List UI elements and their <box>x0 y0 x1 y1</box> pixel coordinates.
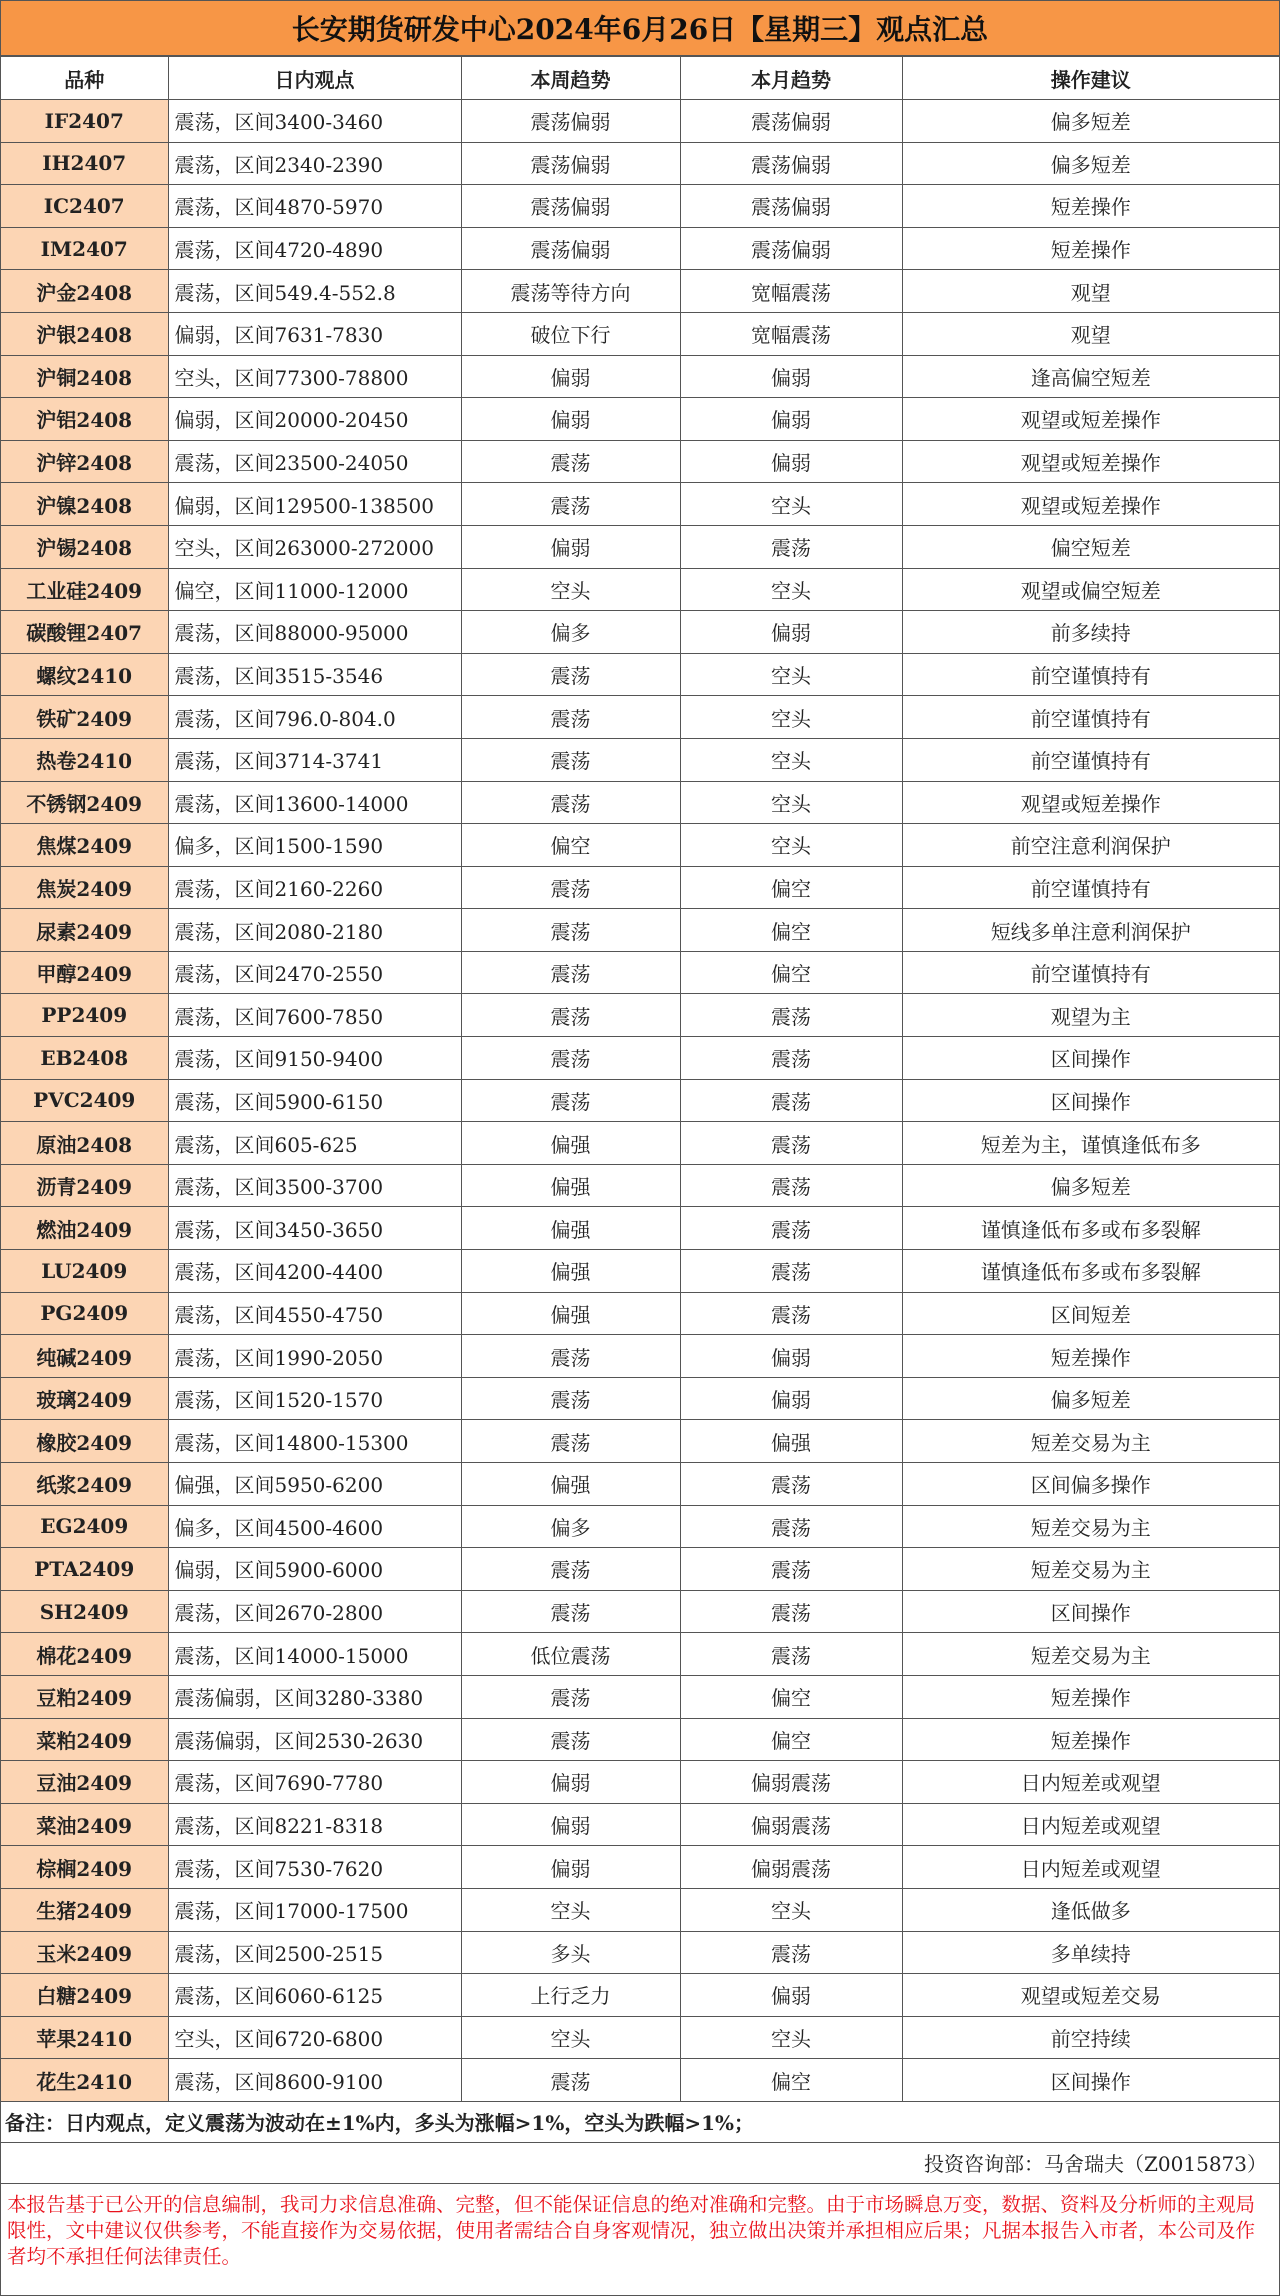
variety-cell: 沪锌2408 <box>1 440 168 483</box>
table-row <box>1 951 1279 994</box>
month-trend-cell: 震荡偏弱 <box>680 227 902 270</box>
advice-cell: 区间操作 <box>902 2059 1279 2102</box>
variety-cell: 热卷2410 <box>1 738 168 781</box>
week-trend-cell: 偏强 <box>461 1164 680 1207</box>
week-trend-cell: 破位下行 <box>461 312 680 355</box>
intraday-cell: 震荡，区间4200-4400 <box>168 1250 461 1293</box>
month-trend-cell: 偏空 <box>680 866 902 909</box>
month-trend-cell: 空头 <box>680 653 902 696</box>
intraday-cell: 震荡，区间2470-2550 <box>168 951 461 994</box>
intraday-cell: 震荡，区间6060-6125 <box>168 1974 461 2017</box>
week-trend-cell: 震荡 <box>461 653 680 696</box>
variety-cell: 花生2410 <box>1 2059 168 2102</box>
advice-cell: 日内短差或观望 <box>902 1761 1279 1804</box>
intraday-cell: 震荡，区间605-625 <box>168 1122 461 1165</box>
month-trend-cell: 震荡 <box>680 1292 902 1335</box>
variety-cell: 沪银2408 <box>1 312 168 355</box>
month-trend-cell: 宽幅震荡 <box>680 270 902 313</box>
intraday-cell: 震荡，区间7600-7850 <box>168 994 461 1037</box>
variety-cell: 菜油2409 <box>1 1803 168 1846</box>
intraday-cell: 震荡，区间4870-5970 <box>168 185 461 228</box>
variety-cell: 甲醇2409 <box>1 951 168 994</box>
month-trend-cell: 震荡 <box>680 1463 902 1506</box>
variety-cell: 苹果2410 <box>1 2016 168 2059</box>
intraday-cell: 震荡，区间549.4-552.8 <box>168 270 461 313</box>
week-trend-cell: 震荡偏弱 <box>461 142 680 185</box>
table-row <box>1 1505 1279 1548</box>
month-trend-cell: 偏弱 <box>680 398 902 441</box>
table-row <box>1 653 1279 696</box>
variety-cell: EG2409 <box>1 1505 168 1548</box>
variety-cell: 玉米2409 <box>1 1931 168 1974</box>
variety-cell: EB2408 <box>1 1037 168 1080</box>
intraday-cell: 震荡，区间3714-3741 <box>168 738 461 781</box>
variety-cell: 白糖2409 <box>1 1974 168 2017</box>
variety-cell: 豆油2409 <box>1 1761 168 1804</box>
table-row <box>1 483 1279 526</box>
variety-cell: 棕榈2409 <box>1 1846 168 1889</box>
table-row <box>1 696 1279 739</box>
variety-cell: 焦炭2409 <box>1 866 168 909</box>
table-row <box>1 142 1279 185</box>
table-row <box>1 568 1279 611</box>
table-note: 备注：日内观点，定义震荡为波动在±1%内，多头为涨幅>1%，空头为跌幅>1%； <box>1 2102 1279 2143</box>
table-row <box>1 611 1279 654</box>
week-trend-cell: 震荡偏弱 <box>461 227 680 270</box>
advice-cell: 偏多短差 <box>902 100 1279 143</box>
advice-cell: 逢高偏空短差 <box>902 355 1279 398</box>
advice-cell: 偏空短差 <box>902 525 1279 568</box>
week-trend-cell: 震荡 <box>461 1675 680 1718</box>
intraday-cell: 震荡，区间17000-17500 <box>168 1888 461 1931</box>
table-header-row <box>1 57 1279 100</box>
advice-cell: 前空谨慎持有 <box>902 738 1279 781</box>
advice-cell: 观望或短差操作 <box>902 398 1279 441</box>
advice-cell: 谨慎逢低布多或布多裂解 <box>902 1207 1279 1250</box>
variety-cell: 螺纹2410 <box>1 653 168 696</box>
advice-cell: 前空注意利润保护 <box>902 824 1279 867</box>
table-row <box>1 1377 1279 1420</box>
variety-cell: 尿素2409 <box>1 909 168 952</box>
week-trend-cell: 震荡等待方向 <box>461 270 680 313</box>
consult-credit: 投资咨询部：马舍瑞夫（Z0015873） <box>1 2143 1279 2184</box>
intraday-cell: 震荡，区间1520-1570 <box>168 1377 461 1420</box>
intraday-cell: 震荡，区间4720-4890 <box>168 227 461 270</box>
month-trend-cell: 震荡 <box>680 1164 902 1207</box>
table-row <box>1 1974 1279 2017</box>
month-trend-cell: 偏弱震荡 <box>680 1803 902 1846</box>
intraday-cell: 震荡，区间3400-3460 <box>168 100 461 143</box>
table-row <box>1 440 1279 483</box>
week-trend-cell: 偏弱 <box>461 525 680 568</box>
month-trend-cell: 空头 <box>680 568 902 611</box>
variety-cell: IM2407 <box>1 227 168 270</box>
week-trend-cell: 多头 <box>461 1931 680 1974</box>
intraday-cell: 偏多，区间4500-4600 <box>168 1505 461 1548</box>
table-row <box>1 2059 1279 2102</box>
week-trend-cell: 震荡 <box>461 909 680 952</box>
month-trend-cell: 偏弱 <box>680 1335 902 1378</box>
table-row <box>1 1846 1279 1889</box>
advice-cell: 前空谨慎持有 <box>902 653 1279 696</box>
advice-cell: 观望 <box>902 270 1279 313</box>
week-trend-cell: 震荡 <box>461 2059 680 2102</box>
variety-cell: 沪铜2408 <box>1 355 168 398</box>
advice-cell: 前多续持 <box>902 611 1279 654</box>
variety-cell: PVC2409 <box>1 1079 168 1122</box>
variety-cell: 沪镍2408 <box>1 483 168 526</box>
table-row <box>1 1718 1279 1761</box>
table-row <box>1 1931 1279 1974</box>
variety-cell: 铁矿2409 <box>1 696 168 739</box>
intraday-cell: 震荡，区间2670-2800 <box>168 1590 461 1633</box>
advice-cell: 前空持续 <box>902 2016 1279 2059</box>
advice-cell: 区间操作 <box>902 1590 1279 1633</box>
week-trend-cell: 偏空 <box>461 824 680 867</box>
variety-cell: SH2409 <box>1 1590 168 1633</box>
variety-cell: LU2409 <box>1 1250 168 1293</box>
intraday-cell: 震荡，区间7530-7620 <box>168 1846 461 1889</box>
advice-cell: 短差操作 <box>902 227 1279 270</box>
variety-cell: PP2409 <box>1 994 168 1037</box>
variety-cell: 不锈钢2409 <box>1 781 168 824</box>
advice-cell: 观望或短差操作 <box>902 781 1279 824</box>
table-row <box>1 2016 1279 2059</box>
variety-cell: 纸浆2409 <box>1 1463 168 1506</box>
month-trend-cell: 震荡 <box>680 1037 902 1080</box>
table-row <box>1 1590 1279 1633</box>
intraday-cell: 震荡，区间2080-2180 <box>168 909 461 952</box>
header-intraday: 日内观点 <box>168 57 461 100</box>
advice-cell: 观望或短差操作 <box>902 483 1279 526</box>
table-row <box>1 1207 1279 1250</box>
variety-cell: 橡胶2409 <box>1 1420 168 1463</box>
month-trend-cell: 震荡 <box>680 994 902 1037</box>
month-trend-cell: 震荡 <box>680 525 902 568</box>
week-trend-cell: 震荡 <box>461 738 680 781</box>
intraday-cell: 震荡，区间3450-3650 <box>168 1207 461 1250</box>
month-trend-cell: 空头 <box>680 2016 902 2059</box>
intraday-cell: 偏弱，区间7631-7830 <box>168 312 461 355</box>
advice-cell: 前空谨慎持有 <box>902 866 1279 909</box>
page-title: 长安期货研发中心2024年6月26日【星期三】观点汇总 <box>1 0 1279 56</box>
intraday-cell: 震荡，区间4550-4750 <box>168 1292 461 1335</box>
intraday-cell: 震荡，区间7690-7780 <box>168 1761 461 1804</box>
month-trend-cell: 宽幅震荡 <box>680 312 902 355</box>
table-row <box>1 185 1279 228</box>
table-row <box>1 1633 1279 1676</box>
week-trend-cell: 震荡 <box>461 1718 680 1761</box>
month-trend-cell: 震荡 <box>680 1122 902 1165</box>
table-row <box>1 1079 1279 1122</box>
intraday-cell: 偏弱，区间20000-20450 <box>168 398 461 441</box>
week-trend-cell: 低位震荡 <box>461 1633 680 1676</box>
month-trend-cell: 偏空 <box>680 909 902 952</box>
table-row <box>1 1292 1279 1335</box>
advice-cell: 区间偏多操作 <box>902 1463 1279 1506</box>
month-trend-cell: 震荡偏弱 <box>680 100 902 143</box>
week-trend-cell: 空头 <box>461 1888 680 1931</box>
table-row <box>1 100 1279 143</box>
month-trend-cell: 空头 <box>680 824 902 867</box>
table-row <box>1 270 1279 313</box>
variety-cell: 燃油2409 <box>1 1207 168 1250</box>
month-trend-cell: 空头 <box>680 483 902 526</box>
month-trend-cell: 偏弱震荡 <box>680 1761 902 1804</box>
month-trend-cell: 震荡偏弱 <box>680 185 902 228</box>
intraday-cell: 震荡，区间88000-95000 <box>168 611 461 654</box>
variety-cell: 棉花2409 <box>1 1633 168 1676</box>
table-row <box>1 1463 1279 1506</box>
month-trend-cell: 偏弱 <box>680 355 902 398</box>
intraday-cell: 震荡，区间9150-9400 <box>168 1037 461 1080</box>
week-trend-cell: 偏强 <box>461 1250 680 1293</box>
intraday-cell: 震荡，区间13600-14000 <box>168 781 461 824</box>
advice-cell: 短差交易为主 <box>902 1633 1279 1676</box>
variety-cell: 沪金2408 <box>1 270 168 313</box>
table-body <box>1 100 1279 2102</box>
week-trend-cell: 震荡 <box>461 440 680 483</box>
table-row <box>1 1335 1279 1378</box>
table-row <box>1 1803 1279 1846</box>
intraday-cell: 偏空，区间11000-12000 <box>168 568 461 611</box>
week-trend-cell: 偏强 <box>461 1122 680 1165</box>
intraday-cell: 偏多，区间1500-1590 <box>168 824 461 867</box>
advice-cell: 逢低做多 <box>902 1888 1279 1931</box>
intraday-cell: 震荡，区间8600-9100 <box>168 2059 461 2102</box>
intraday-cell: 震荡，区间2160-2260 <box>168 866 461 909</box>
variety-cell: 生猪2409 <box>1 1888 168 1931</box>
week-trend-cell: 震荡偏弱 <box>461 185 680 228</box>
advice-cell: 偏多短差 <box>902 1377 1279 1420</box>
advice-cell: 短差操作 <box>902 1675 1279 1718</box>
month-trend-cell: 空头 <box>680 696 902 739</box>
advice-cell: 观望或短差操作 <box>902 440 1279 483</box>
week-trend-cell: 偏多 <box>461 1505 680 1548</box>
table-row <box>1 1122 1279 1165</box>
table-row <box>1 866 1279 909</box>
month-trend-cell: 震荡 <box>680 1207 902 1250</box>
advice-cell: 短差操作 <box>902 1718 1279 1761</box>
variety-cell: 原油2408 <box>1 1122 168 1165</box>
table-row <box>1 738 1279 781</box>
table-row <box>1 1675 1279 1718</box>
intraday-cell: 震荡，区间796.0-804.0 <box>168 696 461 739</box>
week-trend-cell: 偏强 <box>461 1292 680 1335</box>
table-row <box>1 525 1279 568</box>
advice-cell: 偏多短差 <box>902 1164 1279 1207</box>
month-trend-cell: 震荡 <box>680 1079 902 1122</box>
intraday-cell: 震荡，区间23500-24050 <box>168 440 461 483</box>
week-trend-cell: 震荡 <box>461 696 680 739</box>
month-trend-cell: 偏弱震荡 <box>680 1846 902 1889</box>
month-trend-cell: 空头 <box>680 738 902 781</box>
week-trend-cell: 震荡 <box>461 866 680 909</box>
table-row <box>1 398 1279 441</box>
month-trend-cell: 偏空 <box>680 951 902 994</box>
header-month-trend: 本月趋势 <box>680 57 902 100</box>
week-trend-cell: 偏弱 <box>461 1846 680 1889</box>
advice-cell: 区间操作 <box>902 1079 1279 1122</box>
variety-cell: 豆粕2409 <box>1 1675 168 1718</box>
intraday-cell: 空头，区间77300-78800 <box>168 355 461 398</box>
table-row <box>1 1548 1279 1591</box>
header-week-trend: 本周趋势 <box>461 57 680 100</box>
week-trend-cell: 震荡 <box>461 1590 680 1633</box>
table-row <box>1 1761 1279 1804</box>
variety-cell: IH2407 <box>1 142 168 185</box>
month-trend-cell: 震荡 <box>680 1590 902 1633</box>
month-trend-cell: 震荡偏弱 <box>680 142 902 185</box>
table-row <box>1 994 1279 1037</box>
variety-cell: 沪锡2408 <box>1 525 168 568</box>
week-trend-cell: 偏弱 <box>461 1803 680 1846</box>
table-row <box>1 1888 1279 1931</box>
week-trend-cell: 空头 <box>461 2016 680 2059</box>
advice-cell: 前空谨慎持有 <box>902 951 1279 994</box>
variety-cell: IC2407 <box>1 185 168 228</box>
intraday-cell: 空头，区间6720-6800 <box>168 2016 461 2059</box>
variety-cell: PTA2409 <box>1 1548 168 1591</box>
advice-cell: 日内短差或观望 <box>902 1846 1279 1889</box>
week-trend-cell: 偏强 <box>461 1207 680 1250</box>
intraday-cell: 震荡，区间14800-15300 <box>168 1420 461 1463</box>
month-trend-cell: 震荡 <box>680 1931 902 1974</box>
advice-cell: 观望为主 <box>902 994 1279 1037</box>
intraday-cell: 震荡偏弱，区间3280-3380 <box>168 1675 461 1718</box>
disclaimer-text: 本报告基于已公开的信息编制，我司力求信息准确、完整，但不能保证信息的绝对准确和完整。由于市场瞬息万变，数据、资料及分析师的主观局限性，文中建议仅供参考，不能直接作为交易依据，使用者需结合自身客观情况，独立做出决策并承担相应后果；凡据本报告入市者，本公司及作者均不承担任何法律责任。 <box>1 2184 1279 2296</box>
month-trend-cell: 震荡 <box>680 1505 902 1548</box>
table-row <box>1 824 1279 867</box>
advice-cell: 短差交易为主 <box>902 1505 1279 1548</box>
table-row <box>1 227 1279 270</box>
variety-cell: 焦煤2409 <box>1 824 168 867</box>
intraday-cell: 空头，区间263000-272000 <box>168 525 461 568</box>
advice-cell: 多单续持 <box>902 1931 1279 1974</box>
month-trend-cell: 震荡 <box>680 1633 902 1676</box>
month-trend-cell: 偏弱 <box>680 1377 902 1420</box>
advice-cell: 区间操作 <box>902 1037 1279 1080</box>
month-trend-cell: 偏空 <box>680 1675 902 1718</box>
header-variety: 品种 <box>1 57 168 100</box>
advice-cell: 区间短差 <box>902 1292 1279 1335</box>
intraday-cell: 震荡，区间14000-15000 <box>168 1633 461 1676</box>
month-trend-cell: 空头 <box>680 1888 902 1931</box>
month-trend-cell: 偏弱 <box>680 1974 902 2017</box>
intraday-cell: 震荡，区间3515-3546 <box>168 653 461 696</box>
variety-cell: IF2407 <box>1 100 168 143</box>
intraday-cell: 震荡，区间8221-8318 <box>168 1803 461 1846</box>
advice-cell: 前空谨慎持有 <box>902 696 1279 739</box>
advice-cell: 偏多短差 <box>902 142 1279 185</box>
advice-cell: 短差操作 <box>902 185 1279 228</box>
intraday-cell: 震荡，区间5900-6150 <box>168 1079 461 1122</box>
variety-cell: 纯碱2409 <box>1 1335 168 1378</box>
advice-cell: 观望 <box>902 312 1279 355</box>
advice-cell: 日内短差或观望 <box>902 1803 1279 1846</box>
table-row <box>1 909 1279 952</box>
outlook-table <box>1 56 1279 2102</box>
table-row <box>1 1037 1279 1080</box>
week-trend-cell: 震荡 <box>461 1377 680 1420</box>
intraday-cell: 震荡，区间2500-2515 <box>168 1931 461 1974</box>
intraday-cell: 震荡，区间3500-3700 <box>168 1164 461 1207</box>
intraday-cell: 偏强，区间5950-6200 <box>168 1463 461 1506</box>
month-trend-cell: 震荡 <box>680 1548 902 1591</box>
variety-cell: 菜粕2409 <box>1 1718 168 1761</box>
week-trend-cell: 震荡 <box>461 1335 680 1378</box>
advice-cell: 观望或短差交易 <box>902 1974 1279 2017</box>
advice-cell: 短线多单注意利润保护 <box>902 909 1279 952</box>
week-trend-cell: 偏弱 <box>461 1761 680 1804</box>
table-row <box>1 781 1279 824</box>
table-row <box>1 355 1279 398</box>
advice-cell: 短差为主，谨慎逢低布多 <box>902 1122 1279 1165</box>
variety-cell: 碳酸锂2407 <box>1 611 168 654</box>
month-trend-cell: 震荡 <box>680 1250 902 1293</box>
advice-cell: 短差操作 <box>902 1335 1279 1378</box>
intraday-cell: 震荡，区间2340-2390 <box>168 142 461 185</box>
month-trend-cell: 空头 <box>680 781 902 824</box>
week-trend-cell: 偏多 <box>461 611 680 654</box>
variety-cell: 工业硅2409 <box>1 568 168 611</box>
week-trend-cell: 偏弱 <box>461 355 680 398</box>
week-trend-cell: 震荡 <box>461 483 680 526</box>
week-trend-cell: 震荡 <box>461 1420 680 1463</box>
advice-cell: 短差交易为主 <box>902 1420 1279 1463</box>
advice-cell: 观望或偏空短差 <box>902 568 1279 611</box>
week-trend-cell: 震荡 <box>461 994 680 1037</box>
week-trend-cell: 空头 <box>461 568 680 611</box>
advice-cell: 短差交易为主 <box>902 1548 1279 1591</box>
week-trend-cell: 震荡偏弱 <box>461 100 680 143</box>
table-row <box>1 312 1279 355</box>
month-trend-cell: 偏空 <box>680 1718 902 1761</box>
header-advice: 操作建议 <box>902 57 1279 100</box>
variety-cell: 玻璃2409 <box>1 1377 168 1420</box>
week-trend-cell: 上行乏力 <box>461 1974 680 2017</box>
table-row <box>1 1420 1279 1463</box>
month-trend-cell: 偏强 <box>680 1420 902 1463</box>
variety-cell: PG2409 <box>1 1292 168 1335</box>
month-trend-cell: 偏空 <box>680 2059 902 2102</box>
intraday-cell: 震荡偏弱，区间2530-2630 <box>168 1718 461 1761</box>
intraday-cell: 震荡，区间1990-2050 <box>168 1335 461 1378</box>
week-trend-cell: 偏弱 <box>461 398 680 441</box>
table-row <box>1 1250 1279 1293</box>
variety-cell: 沥青2409 <box>1 1164 168 1207</box>
table-row <box>1 1164 1279 1207</box>
week-trend-cell: 震荡 <box>461 1079 680 1122</box>
week-trend-cell: 偏强 <box>461 1463 680 1506</box>
advice-cell: 谨慎逢低布多或布多裂解 <box>902 1250 1279 1293</box>
variety-cell: 沪铝2408 <box>1 398 168 441</box>
intraday-cell: 偏弱，区间129500-138500 <box>168 483 461 526</box>
week-trend-cell: 震荡 <box>461 951 680 994</box>
month-trend-cell: 偏弱 <box>680 440 902 483</box>
week-trend-cell: 震荡 <box>461 781 680 824</box>
month-trend-cell: 偏弱 <box>680 611 902 654</box>
intraday-cell: 偏弱，区间5900-6000 <box>168 1548 461 1591</box>
week-trend-cell: 震荡 <box>461 1037 680 1080</box>
week-trend-cell: 震荡 <box>461 1548 680 1591</box>
